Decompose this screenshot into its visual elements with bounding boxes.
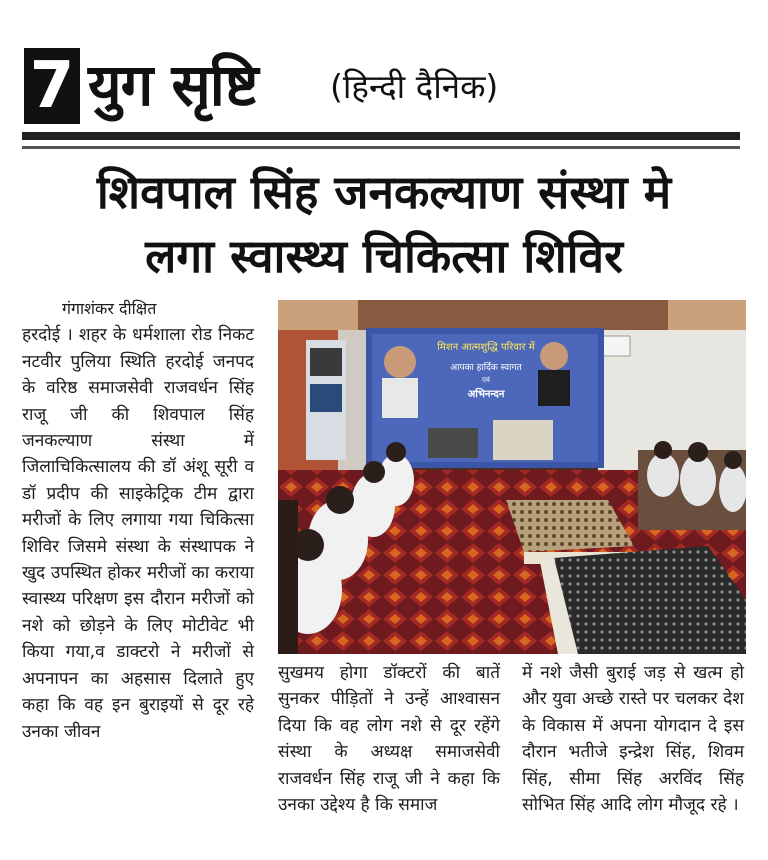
masthead-rule-thin (22, 146, 740, 149)
article-column-right: में नशे जैसी बुराई जड़ से खत्म हो और युवा अच्छे रास्ते पर चलकर देश के विकास में अपना योगदान दे इस दौरान भतीजे इन्द्रेश सिंह, शिवम सिंह, सीमा सिंह अरविंद सिंह सोभित सिंह आदि लोग मौजूद रहे । (522, 663, 744, 816)
event-photo (278, 300, 746, 654)
masthead-rule-thick (22, 132, 740, 140)
headline-line-2: लगा स्वास्थ्य चिकित्सा शिविर (145, 229, 623, 283)
headline (20, 160, 748, 288)
banner-line-2: आपका हार्दिक स्वागत (450, 363, 522, 373)
article-text-col1: हरदोई । शहर के धर्मशाला रोड निकट नटवीर पुलिया स्थिति हरदोई जनपद के वरिष्ठ समाजसेवी राजवर्धन सिंह राजू जी की शिवपाल सिंह जनकल्याण संस्था में जिलाचिकित्सालय की डॉ अंशू सूरी व डॉ प्रदीप की साइकेट्रिक टीम द्वारा मरीजों के लिए लगाया गया चिकित्सा शिविर जिसमे संस्था के संस्थापक ने खुद उपस्थित होकर मरीजों का कराया स्वास्थ्य परिक्षण इस दौरान मरीजों को नशे को छोड़ने के लिए मोटीवेट भी किया गया,व डाक्टरो ने मरीजों से अपनापन का अहसास दिलाते हुए कहा कि वह इन बुराइयों से दूर रहे उनका जीवन (22, 325, 254, 742)
banner-line-4: अभिनन्दन (467, 389, 505, 400)
masthead-name: युग सृष्टि (88, 51, 258, 119)
article-column-middle: सुखमय होगा डॉक्टरों की बातें सुनकर पीड़ितों ने उन्हें आश्वासन दिया कि वह लोग नशे से दूर रहेंगे संस्था के अध्यक्ष समाजसेवी राजवर्धन सिंह राजू जी ने कहा कि उनका उद्देश्य है कि समाज (278, 663, 500, 816)
masthead-subtitle: (हिन्दी दैनिक) (330, 67, 499, 106)
banner-line-1: मिशन आत्मशुद्धि परिवार में (437, 342, 535, 353)
banner-line-3: एवं (482, 376, 490, 384)
masthead (22, 44, 746, 124)
masthead-number: 7 (24, 48, 80, 124)
article-column-left (22, 296, 254, 745)
headline-line-1: शिवपाल सिंह जनकल्याण संस्था मे (96, 165, 672, 219)
byline: गंगाशंकर दीक्षित (62, 299, 157, 318)
event-photo-illustration (278, 300, 746, 654)
